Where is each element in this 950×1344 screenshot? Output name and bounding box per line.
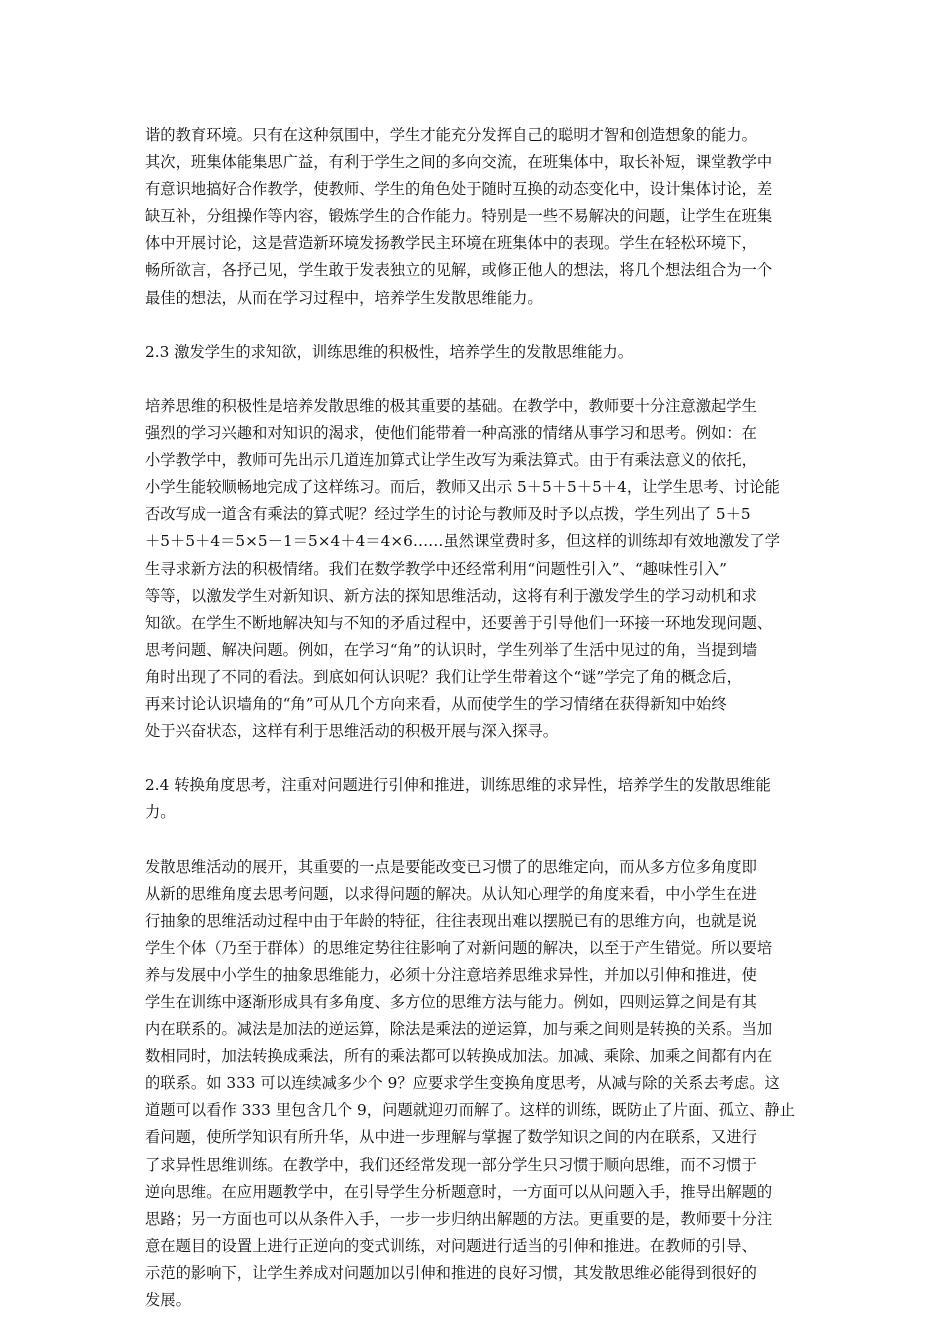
- text-line: 畅所欲言，各抒己见，学生敢于发表独立的见解，或修正他人的想法，将几个想法组合为一个: [145, 261, 773, 280]
- text-line: 意在题目的设置上进行正逆向的变式训练，对问题进行适当的引伸和推进。在教师的引导、: [145, 1236, 757, 1255]
- text-line: 学生在训练中逐渐形成具有多角度、多方位的思维方法与能力。例如，四则运算之间是有其: [145, 993, 757, 1011]
- text-line: 数相同时，加法转换成乘法，所有的乘法都可以转换成加法。加减、乘除、加乘之间都有内在: [145, 1047, 773, 1066]
- text-line: ＋5＋5＋4＝5×5－1＝5×4＋4＝4×6……虽然课堂费时多，但这样的训练却有效地激发了学: [145, 532, 781, 551]
- text-line: 看问题，使所学知识有所升华，从中进一步理解与掌握了数学知识之间的内在联系，又进行: [145, 1128, 757, 1147]
- text-line: 力。: [145, 803, 176, 822]
- text-line: 最佳的想法，从而在学习过程中，培养学生发散思维能力。: [145, 288, 543, 307]
- text-line: 道题可以看作 333 里包含几个 9，问题就迎刃而解了。这样的训练，既防止了片面、孤立、静止: [145, 1101, 796, 1120]
- text-line: 逆向思维。在应用题教学中，在引导学生分析题意时，一方面可以从问题入手，推导出解题的: [145, 1182, 773, 1201]
- section-heading-2-4: [145, 772, 810, 826]
- text-line: 学生个体（乃至于群体）的思维定势往往影响了对新问题的解决，以至于产生错觉。所以要培: [145, 938, 773, 957]
- document-page: [145, 122, 810, 1314]
- paragraph-gap: [145, 826, 810, 853]
- text-line: 2.3 激发学生的求知欲，训练思维的积极性，培养学生的发散思维能力。: [145, 342, 634, 361]
- text-line: 发散思维活动的展开，其重要的一点是要能改变已习惯了的思维定向，而从多方位多角度即: [145, 857, 757, 876]
- body-paragraph-3: [145, 854, 810, 1315]
- text-line: 从新的思维角度去思考问题，以求得问题的解决。从认知心理学的角度来看，中小学生在进: [145, 884, 757, 903]
- text-line: 谐的教育环境。只有在这种氛围中，学生才能充分发挥自己的聪明才智和创造想象的能力。: [145, 126, 757, 144]
- paragraph-gap: [145, 366, 810, 393]
- text-line: 了求异性思维训练。在教学中，我们还经常发现一部分学生只习惯于顺向思维，而不习惯于: [145, 1155, 757, 1174]
- text-line: 思路；另一方面也可以从条件入手，一步一步归纳出解题的方法。更重要的是，教师要十分注: [145, 1209, 773, 1228]
- text-line: 2.4 转换角度思考，注重对问题进行引伸和推进，训练思维的求异性，培养学生的发散思维能: [145, 776, 771, 795]
- text-line: 知欲。在学生不断地解决知与不知的矛盾过程中，还要善于引导他们一环接一环地发现问题、: [145, 613, 773, 632]
- text-line: 示范的影响下，让学生养成对问题加以引伸和推进的良好习惯，其发散思维必能得到很好的: [145, 1263, 757, 1282]
- section-heading-2-3: [145, 339, 810, 366]
- body-paragraph-2: [145, 393, 810, 745]
- paragraph-gap: [145, 312, 810, 339]
- paragraph-gap: [145, 745, 810, 772]
- text-line: 的联系。如 333 可以连续减多少个 9？应要求学生变换角度思考，从减与除的关系去考虑。这: [145, 1074, 780, 1093]
- text-line: 否改写成一道含有乘法的算式呢？经过学生的讨论与教师及时予以点拨，学生列出了 5＋5: [145, 505, 751, 524]
- text-line: 小学教学中，教师可先出示几道连加算式让学生改写为乘法算式。由于有乘法意义的依托，: [145, 451, 757, 470]
- text-line: 强烈的学习兴趣和对知识的渴求，使他们能带着一种高涨的情绪从事学习和思考。例如：在: [145, 424, 757, 443]
- text-line: 等等，以激发学生对新知识、新方法的探知思维活动，这将有利于激发学生的学习动机和求: [145, 586, 757, 605]
- text-line: 思考问题、解决问题。例如，在学习“角”的认识时，学生列举了生活中见过的角，当提到墙: [145, 640, 758, 659]
- text-line: 行抽象的思维活动过程中由于年龄的特征，往往表现出难以摆脱已有的思维方向，也就是说: [145, 911, 757, 930]
- text-line: 发展。: [145, 1291, 191, 1310]
- text-line: 生寻求新方法的积极情绪。我们在数学教学中还经常利用“问题性引入”、“趣味性引入”: [145, 559, 727, 578]
- text-line: 养与发展中小学生的抽象思维能力，必须十分注意培养思维求异性，并加以引伸和推进，使: [145, 965, 757, 984]
- text-line: 体中开展讨论，这是营造新环境发扬教学民主环境在班集体中的表现。学生在轻松环境下，: [145, 234, 757, 253]
- body-paragraph-1: [145, 122, 810, 312]
- text-line: 角时出现了不同的看法。到底如何认识呢？我们让学生带着这个“谜”学完了角的概念后，: [145, 667, 742, 686]
- text-line: 培养思维的积极性是培养发散思维的极其重要的基础。在教学中，教师要十分注意激起学生: [145, 396, 757, 415]
- text-line: 缺互补，分组操作等内容，锻炼学生的合作能力。特别是一些不易解决的问题，让学生在班集: [145, 207, 773, 226]
- text-line: 小学生能较顺畅地完成了这样练习。而后，教师又出示 5＋5＋5＋5＋4，让学生思考、讨论能: [145, 478, 780, 497]
- text-line: 其次，班集体能集思广益，有利于学生之间的多向交流，在班集体中，取长补短，课堂教学中: [145, 153, 773, 172]
- text-line: 再来讨论认识墙角的“角”可从几个方向来看，从而使学生的学习情绪在获得新知中始终: [145, 694, 727, 713]
- text-line: 内在联系的。减法是加法的逆运算，除法是乘法的逆运算，加与乘之间则是转换的关系。当加: [145, 1020, 773, 1039]
- text-line: 处于兴奋状态，这样有利于思维活动的积极开展与深入探寻。: [145, 722, 559, 741]
- text-line: 有意识地搞好合作教学，使教师、学生的角色处于随时互换的动态变化中，设计集体讨论，差: [145, 180, 773, 199]
